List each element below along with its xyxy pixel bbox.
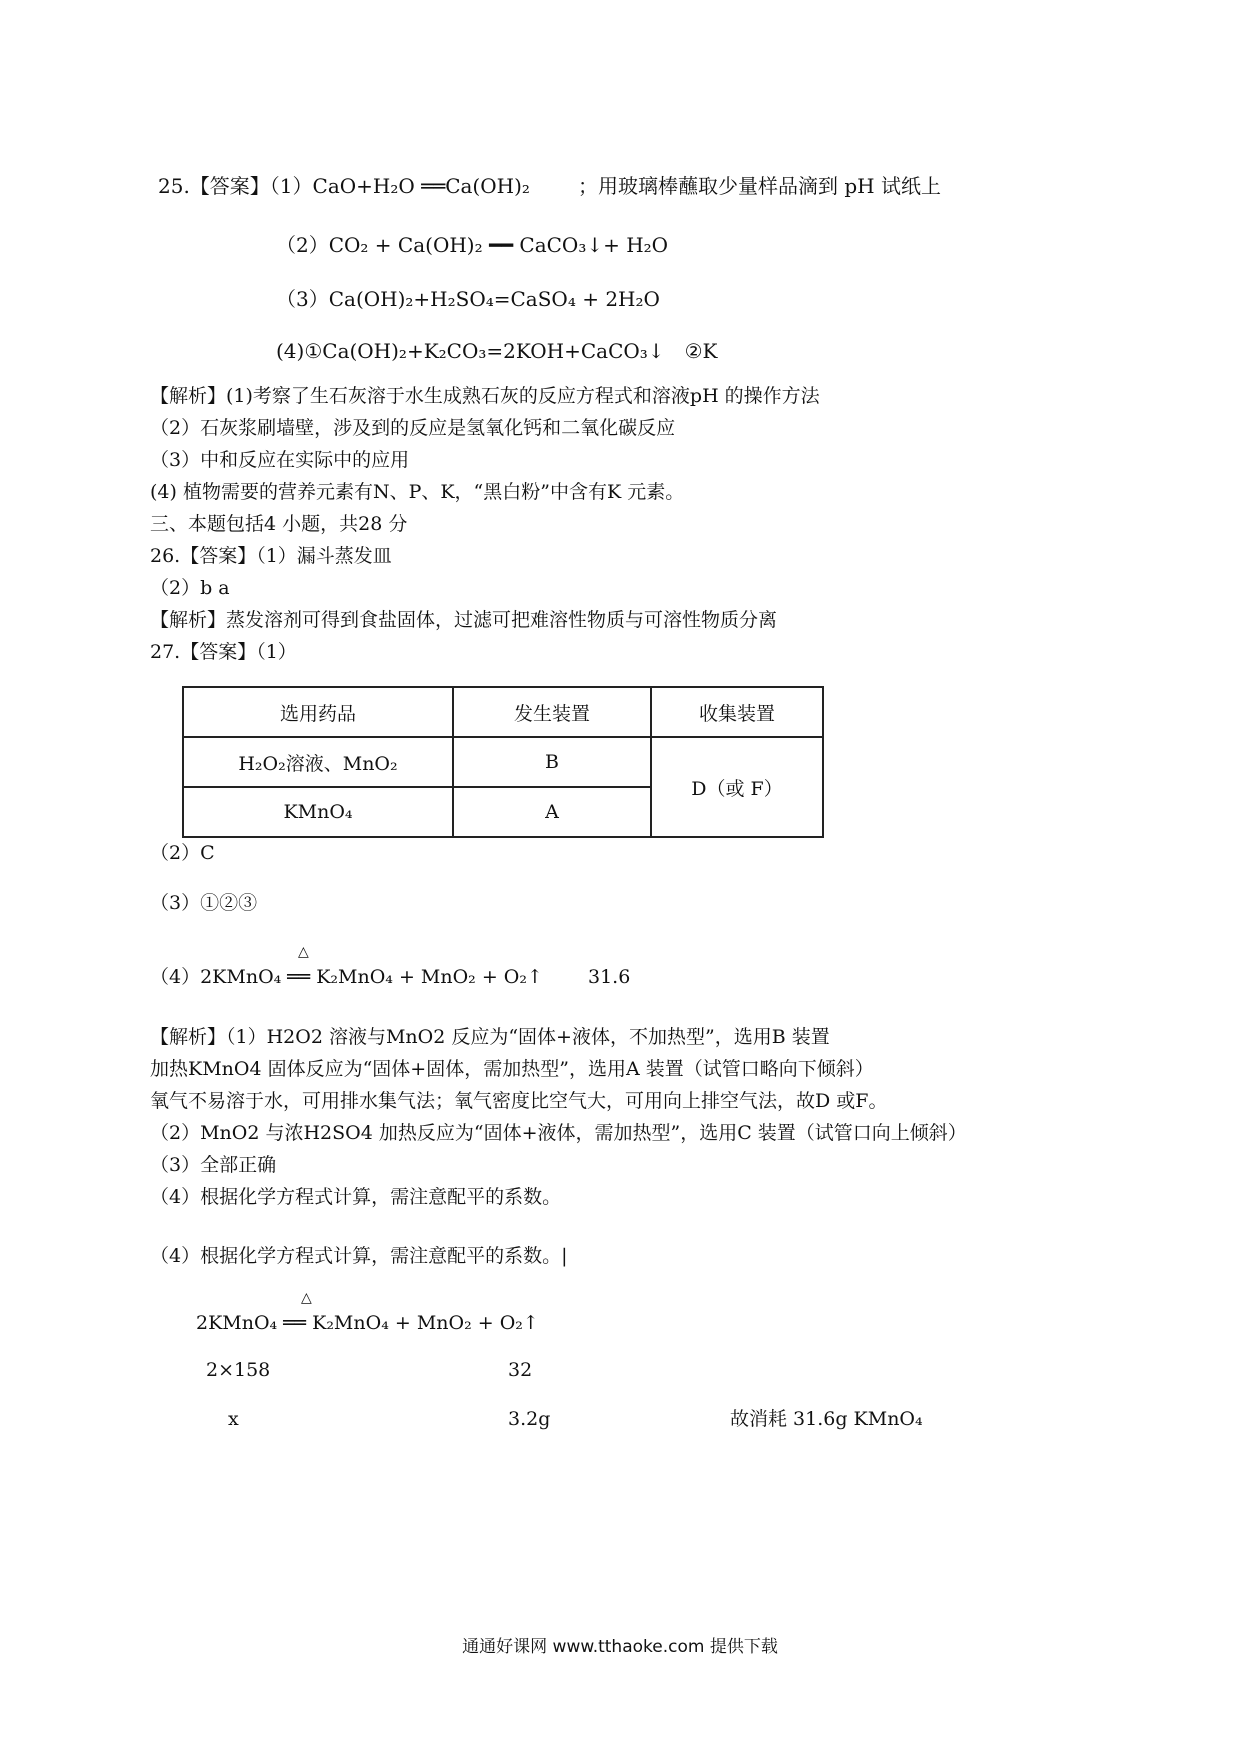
section-heading: 三、本题包括4 小题，共28 分 (150, 513, 408, 535)
q26-answer-2: （2）b a (150, 577, 230, 599)
table-header-cell: 收集装置 (651, 687, 823, 737)
table-cell: KMnO₄ (183, 787, 453, 837)
q27-analysis-3: 氧气不易溶于水，可用排水集气法；氧气密度比空气大，可用向上排空气法，故D 或F。 (150, 1090, 888, 1112)
table-cell: B (453, 737, 651, 787)
table-header-row (183, 687, 823, 737)
page-footer: 通通好课网 www.tthaoke.com 提供下载 (462, 1637, 778, 1657)
q25-analysis-3: （3）中和反应在实际中的应用 (150, 449, 410, 471)
calc-row1-right: 32 (508, 1359, 533, 1381)
q25-answer-line4: (4)①Ca(OH)₂+K₂CO₃=2KOH+CaCO₃↓ ②K (276, 339, 718, 363)
table-header-cell: 发生装置 (453, 687, 651, 737)
q25-answer-line1-note: ；用玻璃棒蘸取少量样品滴到 pH 试纸上 (578, 174, 941, 198)
calc-row2-left: x (228, 1408, 239, 1430)
q27-analysis-5: （3）全部正确 (150, 1154, 277, 1176)
q26-analysis: 【解析】蒸发溶剂可得到食盐固体，过滤可把难溶性物质与可溶性物质分离 (150, 609, 778, 631)
q25-analysis-2: （2）石灰浆刷墙壁，涉及到的反应是氢氧化钙和二氧化碳反应 (150, 417, 676, 439)
calc-row2-right: 故消耗 31.6g KMnO₄ (730, 1408, 923, 1430)
table-row (183, 737, 823, 787)
q27-answer-4-equation: （4）2KMnO₄ ══ K₂MnO₄ + MnO₂ + O₂↑ (150, 966, 543, 988)
q27-apparatus-table (182, 686, 824, 838)
q25-answer-line1: 25.【答案】（1）CaO+H₂O ══Ca(OH)₂ (158, 174, 530, 198)
q27-analysis-2: 加热KMnO4 固体反应为“固体+固体，需加热型”，选用A 装置（试管口略向下倾斜） (150, 1058, 874, 1080)
delta-symbol: △ (301, 1290, 312, 1306)
q27-analysis-6: （4）根据化学方程式计算，需注意配平的系数。 (150, 1186, 562, 1208)
q25-analysis-4: (4) 植物需要的营养元素有N、P、K，“黑白粉”中含有K 元素。 (150, 481, 685, 503)
q27-analysis-4: （2）MnO2 与浓H2SO4 加热反应为“固体+液体，需加热型”，选用C 装置（试管口向上倾斜） (150, 1122, 967, 1144)
calc-row1-left: 2×158 (206, 1359, 271, 1381)
q25-answer-line2: （2）CO₂ + Ca(OH)₂ ━━ CaCO₃↓+ H₂O (276, 233, 669, 257)
table-cell-collect: D（或 F） (651, 737, 823, 837)
table-header-cell: 选用药品 (183, 687, 453, 737)
q27-answer-3: （3）①②③ (150, 892, 258, 914)
q25-answer-line3: （3）Ca(OH)₂+H₂SO₄=CaSO₄ + 2H₂O (276, 287, 660, 311)
calc-row2-mid: 3.2g (508, 1408, 551, 1430)
q26-answer-1: 26.【答案】（1）漏斗蒸发皿 (150, 545, 392, 567)
calc-note: （4）根据化学方程式计算，需注意配平的系数。| (150, 1245, 568, 1267)
table-cell: H₂O₂溶液、MnO₂ (183, 737, 453, 787)
q27-answer-4-value: 31.6 (588, 966, 631, 988)
q27-answer-2: （2）C (150, 842, 215, 864)
calc-equation: 2KMnO₄ ══ K₂MnO₄ + MnO₂ + O₂↑ (196, 1312, 539, 1334)
q27-analysis-1: 【解析】（1）H2O2 溶液与MnO2 反应为“固体+液体，不加热型”，选用B 装置 (150, 1026, 830, 1048)
table-cell: A (453, 787, 651, 837)
q25-analysis-1: 【解析】(1)考察了生石灰溶于水生成熟石灰的反应方程式和溶液pH 的操作方法 (150, 385, 820, 407)
q27-answer-head: 27.【答案】（1） (150, 641, 297, 663)
delta-symbol: △ (298, 944, 309, 960)
